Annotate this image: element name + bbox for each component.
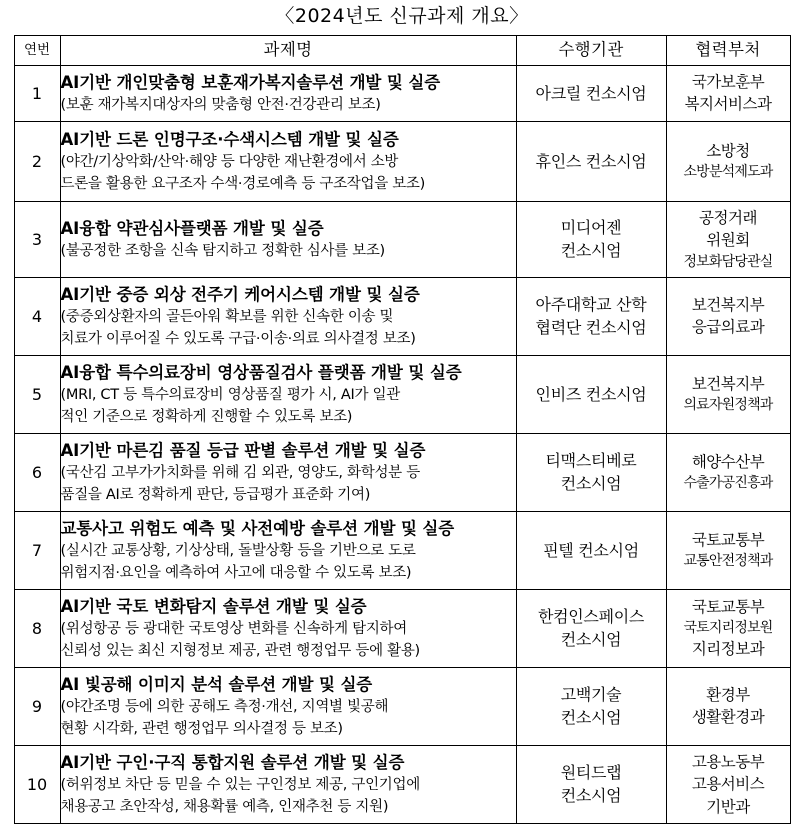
table-header-row [14,35,790,65]
ministry-line: 국가보훈부 [691,72,765,91]
task-description-line: (국산김 고부가가치화를 위해 김 외관, 영양도, 화학성분 등 [60,465,420,482]
organization-line: 티맥스티베로 [545,451,637,471]
column-header-ministry: 협력부처 [666,35,790,65]
organization-line: 한컴인스페이스 [537,607,645,627]
ministry-line: 지리정보과 [691,640,765,659]
ministry-line: 위원회 [706,231,750,250]
cell-organization [516,277,666,355]
task-description [61,385,516,427]
ministry-line: 교통안전정책과 [683,553,773,570]
cell-row-number: 9 [14,667,60,745]
cell-organization [516,355,666,433]
task-description [61,152,516,194]
table-row [14,667,790,745]
cell-organization [516,201,666,277]
cell-ministry [666,745,790,823]
task-title: AI기반 마른김 품질 등급 판별 솔루션 개발 및 실증 [60,441,426,461]
organization-line: 미디어젠 [560,218,622,238]
organization-line: 컨소시엄 [560,241,622,261]
ministry-line: 소방분석제도과 [683,164,773,181]
organization-line: 고백기술 [560,685,622,705]
task-title: AI 빛공해 이미지 분석 솔루션 개발 및 실증 [60,675,373,695]
cell-organization [516,589,666,667]
cell-task-name [60,355,516,433]
table-row [14,277,790,355]
organization-line: 컨소시엄 [560,630,622,650]
cell-row-number: 2 [14,121,60,201]
cell-row-number: 4 [14,277,60,355]
task-description-line: 치료가 이루어질 수 있도록 구급·이송·의료 의사결정 보조) [60,330,416,347]
ministry-line: 환경부 [706,685,750,704]
column-header-task-name: 과제명 [60,35,516,65]
cell-organization [516,433,666,511]
task-description [61,307,516,349]
cell-task-name [60,277,516,355]
task-title: AI기반 구인·구직 통합지원 솔루션 개발 및 실증 [60,753,405,773]
task-description-line: (보훈 재가복지대상자의 맞춤형 안전·건강관리 보조) [60,97,381,113]
ministry-line: 보건복지부 [691,295,765,314]
cell-row-number: 10 [14,745,60,823]
task-description-line: 신뢰성 있는 최신 지형정보 제공, 관련 행정업무 등에 활용) [60,642,420,659]
ministry-line: 고용서비스 [691,775,765,794]
ministry-line: 보건복지부 [691,374,765,393]
organization-line: 컨소시엄 [560,708,622,728]
cell-task-name [60,589,516,667]
cell-row-number: 5 [14,355,60,433]
table-body [14,65,790,823]
task-description [61,241,516,262]
task-title: AI기반 드론 인명구조·수색시스템 개발 및 실증 [60,130,399,150]
task-description-line: (실시간 교통상황, 기상상태, 돌발상황 등을 기반으로 도로 [60,543,416,560]
organization-line: 인비즈 컨소시엄 [535,384,647,404]
task-description-line: (야간/기상악화/산악·해양 등 다양한 재난환경에서 소방 [60,154,399,171]
cell-ministry [666,433,790,511]
table-row [14,65,790,121]
cell-task-name [60,121,516,201]
ministry-line: 정보화담당관실 [683,253,773,270]
organization-line: 핀텔 컨소시엄 [543,540,639,560]
cell-ministry [666,277,790,355]
cell-row-number: 7 [14,511,60,589]
cell-organization [516,667,666,745]
organization-line: 원티드랩 [560,763,622,783]
ministry-line: 복지서비스과 [684,95,772,114]
task-description-line: (불공정한 조항을 신속 탐지하고 정확한 심사를 보조) [60,243,385,259]
task-description [61,697,516,739]
organization-line: 협력단 컨소시엄 [535,318,647,338]
task-description [61,463,516,505]
cell-ministry [666,589,790,667]
ministry-line: 의료자원정책과 [683,397,773,414]
ministry-line: 국토지리정보원 [683,620,773,637]
organization-line: 아크릴 컨소시엄 [535,83,647,103]
table-row [14,201,790,277]
task-description-line: 품질을 AI로 정확하게 판단, 등급평가 표준화 기여) [60,486,371,503]
cell-organization [516,121,666,201]
ministry-line: 수출가공진흥과 [683,475,773,492]
ministry-line: 기반과 [706,797,750,816]
task-description [61,541,516,583]
cell-ministry [666,65,790,121]
page-title: 〈2024년도 신규과제 개요〉 [275,5,529,27]
cell-ministry [666,201,790,277]
cell-row-number: 3 [14,201,60,277]
cell-task-name [60,65,516,121]
ministry-line: 공정거래 [699,208,757,227]
task-description-line: 현황 시각화, 관련 행정업무 의사결정 등 보조) [60,720,343,737]
table-row [14,355,790,433]
cell-task-name [60,745,516,823]
cell-ministry [666,511,790,589]
task-description-line: (MRI, CT 등 특수의료장비 영상품질 평가 시, AI가 일관 [60,387,400,404]
cell-organization [516,745,666,823]
task-description-line: 적인 기준으로 정확하게 진행할 수 있도록 보조) [60,408,353,425]
task-description-line: (위성항공 등 광대한 국토영상 변화를 신속하게 탐지하여 [60,621,407,638]
task-description-line: 채용공고 초안작성, 채용확률 예측, 인재추천 등 지원) [60,798,389,815]
task-title: 교통사고 위험도 예측 및 사전예방 솔루션 개발 및 실증 [60,519,455,539]
cell-organization [516,511,666,589]
ministry-line: 고용노동부 [691,752,765,771]
task-description [61,95,516,116]
column-header-no: 연번 [14,35,60,65]
organization-line: 아주대학교 산학 [535,295,647,315]
organization-line: 컨소시엄 [560,474,622,494]
table-row [14,589,790,667]
ministry-line: 소방청 [706,141,750,160]
task-description-line: (허위정보 차단 등 믿을 수 있는 구인정보 제공, 구인기업에 [60,777,420,794]
ministry-line: 해양수산부 [691,452,765,471]
cell-task-name [60,511,516,589]
table-row [14,433,790,511]
task-description [61,619,516,661]
ministry-line: 응급의료과 [691,318,765,337]
table-row [14,121,790,201]
task-description-line: (야간조명 등에 의한 공해도 측정·개선, 지역별 빛공해 [60,699,389,716]
task-description-line: 드론을 활용한 요구조자 수색·경로예측 등 구조작업을 보조) [60,175,425,192]
cell-row-number: 1 [14,65,60,121]
task-description-line: (중증외상환자의 골든아워 확보를 위한 신속한 이송 및 [60,309,394,326]
organization-line: 컨소시엄 [560,786,622,806]
organization-line: 휴인스 컨소시엄 [535,151,647,171]
table-header [14,35,790,65]
task-description-line: 위험지점·요인을 예측하여 사고에 대응할 수 있도록 보조) [60,564,412,581]
cell-task-name [60,433,516,511]
cell-organization [516,65,666,121]
cell-task-name [60,667,516,745]
cell-ministry [666,355,790,433]
ministry-line: 생활환경과 [691,708,765,727]
column-header-organization: 수행기관 [516,35,666,65]
cell-task-name [60,201,516,277]
table-row [14,511,790,589]
task-description [61,775,516,817]
task-title: AI기반 국토 변화탐지 솔루션 개발 및 실증 [60,597,367,617]
table-row [14,745,790,823]
cell-ministry [666,121,790,201]
ministry-line: 국토교통부 [691,597,765,616]
task-title: AI융합 특수의료장비 영상품질검사 플랫폼 개발 및 실증 [60,363,462,383]
task-title: AI융합 약관심사플랫폼 개발 및 실증 [60,218,324,238]
new-tasks-table [14,35,791,824]
cell-row-number: 6 [14,433,60,511]
task-title: AI기반 중증 외상 전주기 케어시스템 개발 및 실증 [60,285,420,305]
cell-row-number: 8 [14,589,60,667]
task-title: AI기반 개인맞춤형 보훈재가복지솔루션 개발 및 실증 [60,72,441,92]
cell-ministry [666,667,790,745]
ministry-line: 국토교통부 [691,530,765,549]
